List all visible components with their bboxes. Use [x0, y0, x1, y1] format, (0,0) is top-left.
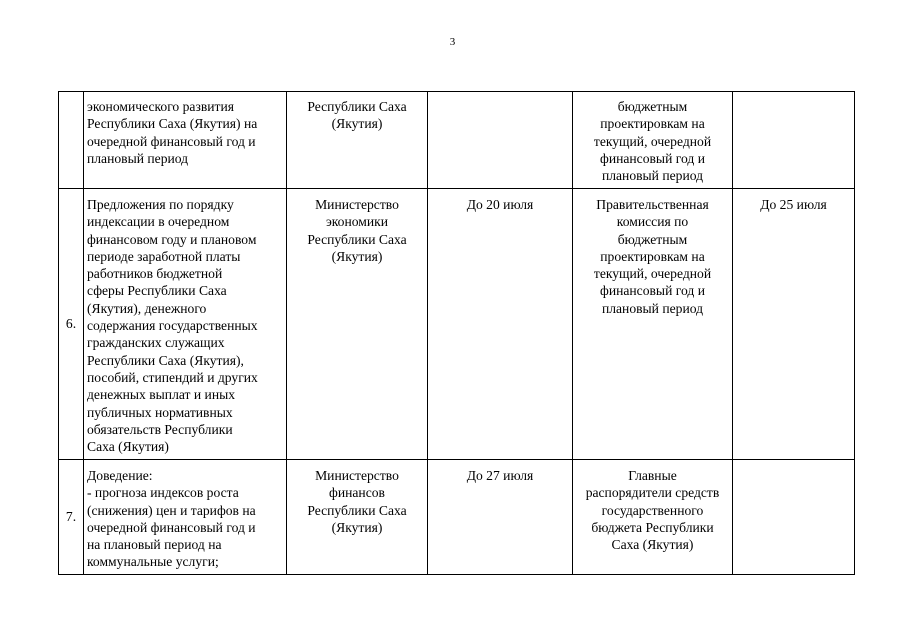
row-number-cell	[59, 460, 84, 575]
recipient-cell	[573, 189, 733, 460]
review-deadline-cell	[733, 189, 855, 460]
event-text: Предложения по порядку индексации в очередном финансовом году и плановом периоде заработной платы работников бюджетной сферы Республики Саха (Якутия), денежного содержания государственных гражданских служащих Республики Саха (Якутия), пособий, стипендий и других денежных выплат и иных публичных нормативных обязательств Республики Саха (Якутия)	[87, 197, 258, 455]
table-row	[59, 92, 855, 189]
event-cell	[84, 460, 287, 575]
event-cell	[84, 189, 287, 460]
deadline-text: До 27 июля	[466, 468, 534, 483]
responsible-text: Республики Саха (Якутия)	[307, 99, 407, 132]
row-number: 6.	[65, 316, 77, 332]
table-row	[59, 460, 855, 575]
recipient-text: Главные распорядители средств государственного бюджета Республики Саха (Якутия)	[585, 468, 720, 553]
deadline-cell	[428, 460, 573, 575]
responsible-text: Министерство экономики Республики Саха (Якутия)	[307, 197, 407, 264]
deadline-text: До 20 июля	[466, 197, 534, 212]
event-text: Доведение: - прогноза индексов роста (снижения) цен и тарифов на очередной финансовый год и на плановый период на коммунальные услуги;	[87, 468, 256, 570]
responsible-cell	[287, 460, 428, 575]
deadline-cell	[428, 92, 573, 189]
review-deadline-cell	[733, 92, 855, 189]
row-number-cell	[59, 189, 84, 460]
schedule-table	[58, 91, 855, 575]
review-deadline-cell	[733, 460, 855, 575]
page-number: 3	[449, 36, 456, 48]
event-cell	[84, 92, 287, 189]
table-row	[59, 189, 855, 460]
responsible-text: Министерство финансов Республики Саха (Якутия)	[307, 468, 407, 535]
recipient-cell	[573, 460, 733, 575]
event-text: экономического развития Республики Саха (Якутия) на очередной финансовый год и плановый период	[87, 99, 258, 166]
recipient-text: Правительственная комиссия по бюджетным проектировкам на текущий, очередной финансовый год и плановый период	[593, 197, 712, 316]
deadline-cell	[428, 189, 573, 460]
row-number-cell	[59, 92, 84, 189]
recipient-cell	[573, 92, 733, 189]
recipient-text: бюджетным проектировкам на текущий, очередной финансовый год и плановый период	[593, 99, 712, 184]
responsible-cell	[287, 189, 428, 460]
review-deadline-text: До 25 июля	[760, 197, 827, 212]
responsible-cell	[287, 92, 428, 189]
row-number: 7.	[65, 509, 77, 525]
